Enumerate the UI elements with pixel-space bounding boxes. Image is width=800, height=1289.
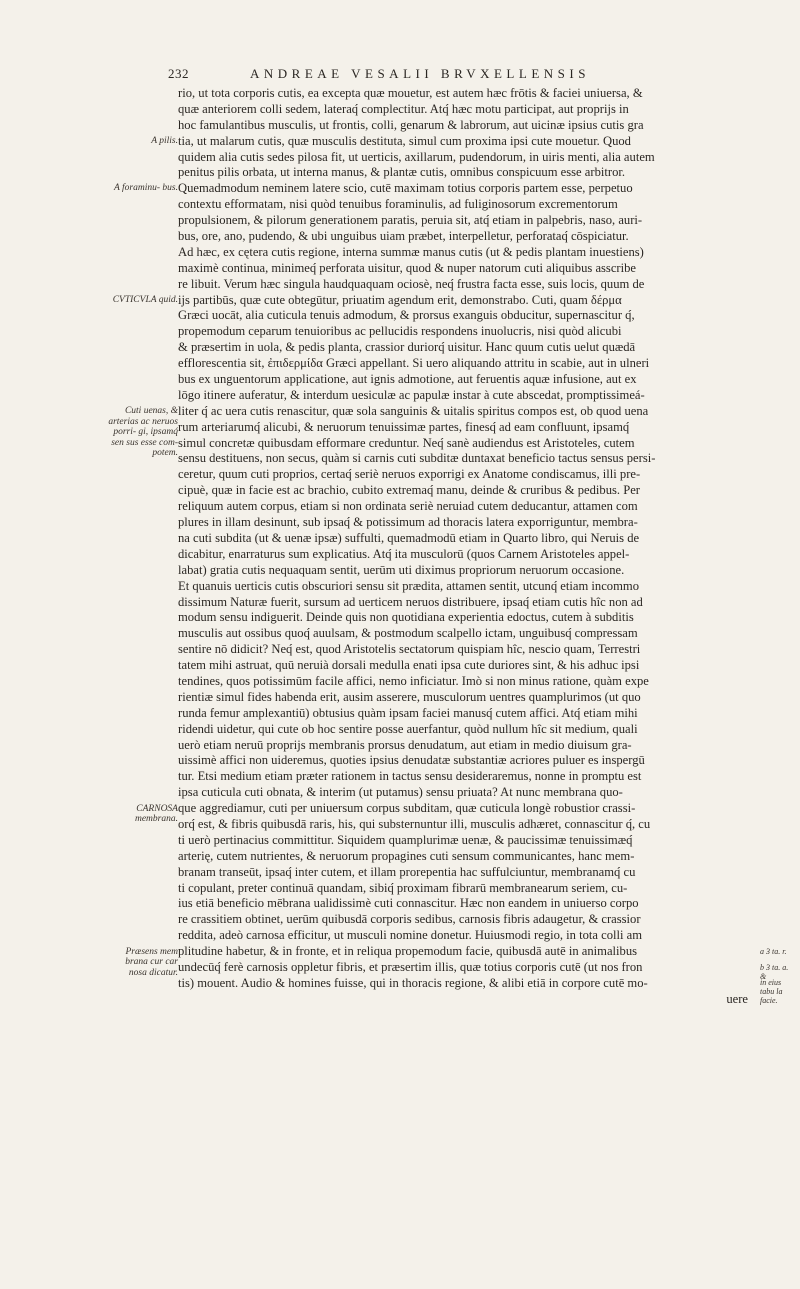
text-line: ijs partibūs, quæ cute obtegūtur, priuatim agendum erit, demonstrabo. Cuti, quam δέρμα — [178, 292, 622, 307]
text-line: reliquum autem corpus, etiam si non ordinata seriè neruiad cutem deducantur, attamen com — [178, 499, 638, 514]
text-line: sentire nō didicit? Neq́ est, quod Aristotelis sectatorum quispiam hîc, nescio quam, Terrestri — [178, 642, 641, 657]
page-header — [168, 66, 748, 86]
text-line: bus, ore, ano, pudendo, & ubi unguibus uiam præbet, interpelletur, perforataq́ cōspiciatur. — [178, 229, 629, 244]
text-line: tendines, quos potissimūm facile affici, nemo inficiatur. Imò si non minus ratione, quàm expe — [178, 673, 649, 688]
text-line: efflorescentia sit, ἐπιδερμίδα Græci appellant. Si uero aliquando attritu in scabie, aut in ulneri — [178, 356, 650, 371]
text-line: undecūq́ ferè carnosis oppletur fibris, et præsertim illis, quæ totius corporis cutē (ut nos fron — [178, 959, 643, 974]
margin-gloss: Cuti uenas, & arterias ac neruos porri- gi, ipsamq́ sen sus esse com- potem. — [108, 406, 178, 458]
text-line: ipsa cuticula cuti obnata, & interim (ut putamus) sensu priuata? At nunc membrana quo- — [178, 785, 623, 800]
text-line: tatem mihi astruat, quū neruià dorsali medulla enati ipsa cute duriores sint, & his adhuc ipsi — [178, 658, 640, 673]
text-line: penitus pilis orbata, ut interna manus, & plantæ cutis, omnibus conspicuum esse arbitror. — [178, 165, 626, 180]
text-line: Et quanuis uerticis cutis obscuriori sensu sit prædita, attamen sentit, utcunq́ etiam incommo — [178, 578, 639, 593]
text-line: propemodum ceparum tenuioribus ac pellucidis respondens inuolucris, nisi quòd alicubi — [178, 324, 622, 339]
text-line: Ad hæc, ex cętera cutis regione, interna summæ manus cutis (ut & pedis plantam inuestiens) — [178, 244, 644, 259]
text-line: bus ex unguentorum applicatione, aut ignis admotione, aut feruentis aquæ infusione, aut ex — [178, 372, 637, 387]
page-number: 232 — [168, 66, 189, 81]
text-line: cipuè, quæ in facie est ac brachio, cubito extremaq́ manu, deinde & cruribus & pedibus. Per — [178, 483, 640, 498]
text-line: runda femur amplexantiū) obtusius quàm ipsam faciei manusq́ cutem affici. Atq́ etiam mihi — [178, 705, 638, 720]
text-line: contextu efformatam, nisi quòd tenuibus foraminulis, ad fuliginosorum excrementorum — [178, 197, 618, 212]
margin-gloss: CVTICVLA quid. — [112, 294, 178, 305]
text-line: uissimè affici non uideremus, quoties ipsius denudatæ substantiæ acriores puluer es inspergū — [178, 753, 645, 768]
text-line: musculis aut ossibus quoq́ auulsam, & postmodum scalpello ictam, unguibusq́ compressam — [178, 626, 638, 641]
text-line: labat) gratia cutis nequaquam sentit, uerūm uti diximus propriorum neruorum occasione. — [178, 562, 625, 577]
margin-gloss: A foraminu- bus. — [114, 183, 178, 194]
text-line: tur. Etsi medium etiam præter rationem in tactus sensu desideraremus, nonne in promptu est — [178, 769, 642, 784]
right-margin-note: b 3 ta. a. & — [760, 962, 789, 981]
text-line: hoc famulantibus musculis, ut frontis, colli, genarum & labrorum, aut uicinæ ipsius cutis gra — [178, 117, 644, 132]
right-margin-note: in eius tabu la facie. — [760, 978, 783, 1006]
text-line: dicabitur, enarraturus sum explicatius. Atq́ ita musculorū (quos Carnem Aristoteles appel- — [178, 546, 630, 561]
text-line: branam transeūt, ipsaq́ inter cutem, et illam prorepentia hac suffulciuntur, membranamq́ cu — [178, 864, 636, 879]
margin-gloss: A pilis. — [151, 135, 178, 146]
margin-gloss: Præsens mem brana cur car nosa dicatur. — [125, 946, 178, 978]
text-line: re libuit. Verum hæc singula haudquaquam ociosè, neq́ frustra facta esse, suis locis, quum de — [178, 276, 645, 291]
main-text-column — [178, 86, 768, 1008]
text-line: que aggrediamur, cuti per uniuersum corpus subditam, quæ cuticula longè robustior crassi- — [178, 801, 636, 816]
text-line: & præsertim in uola, & pedis planta, crassior duriorq́ uisitur. Hanc quum cutis uelut quædā — [178, 340, 636, 355]
text-line: ti copulant, preter continuā quandam, sibiq́ proximam fibrarū membranearum seriem, cu- — [178, 880, 628, 895]
text-line: Græci uocāt, alia cuticula tenuis admodum, & prorsus exanguis obducitur, supernascitur q́, — [178, 308, 635, 323]
text-line: dissimum Naturæ fuerit, sursum ad uerticem neruos distribuere, ipsaq́ etiam cutis hîc non ad — [178, 594, 643, 609]
text-line: rum arteriarumq́ alicubi, & neruorum tenuissimæ partes, finesq́ ad eam confluunt, ipsamq́ — [178, 419, 630, 434]
text-line: plitudine habetur, & in fronte, et in reliqua propemodum facie, quibusdā autē in animalibus — [178, 944, 638, 959]
text-line: uere — [726, 991, 748, 1006]
text-line: maximè continua, minimeq́ perforata uisitur, quod & nuper natorum cuti aliquibus asscribe — [178, 260, 637, 275]
text-line: arterię, cutem nutrientes, & neruorum propagines cuti sensum communicantes, hanc mem- — [178, 848, 635, 863]
text-line: plures in illam desinunt, sub ipsaq́ & potissimum ad thoracis latera exporriguntur, membra- — [178, 515, 638, 530]
text-line: modum sensu indiguerit. Deinde quis non quotidiana experientia edoctus, cutem à subditis — [178, 610, 634, 625]
text-line: sensu destituens, non secus, quàm si carnis cuti subditæ duntaxat beneficio tactus sensus persi- — [178, 451, 656, 466]
text-line: ridendi uidetur, qui cute ob hoc sentire posse auerfantur, quòd nullum hîc sit medium, quali — [178, 721, 638, 736]
text-line: Quemadmodum neminem latere scio, cutē maximam totius corporis partem esse, perpetuo — [178, 181, 633, 196]
text-line: ti uerò pertinacius committitur. Siquidem quamplurimæ uenæ, & paucissimæ tenuissimæq́ — [178, 832, 633, 847]
text-line: lōgo itinere auferatur, & interdum uesiculæ ac papulæ instar à cute abscedat, promptissimeá- — [178, 387, 645, 402]
text-line: na cuti subdita (ut & uenæ ipsæ) suffulti, quemadmodū etiam in Quarto libro, qui Neruis de — [178, 530, 640, 545]
right-margin-note: a 3 ta. r. — [760, 946, 787, 956]
text-line: simul concretæ quibusdam efformare creduntur. Neq́ sanè audiendus est Aristoteles, cutem — [178, 435, 635, 450]
text-line: rientiæ simul fides habenda erit, ausim asserere, musculorum uentres quamplurimos (ut quo — [178, 689, 641, 704]
text-line: tis) mouent. Audio & homines fuisse, qui in thoracis regione, & alibi etiā in corpore cutē mo- — [178, 975, 648, 990]
text-line: tia, ut malarum cutis, quæ musculis destituta, simul cum proxima ipsi cute mouetur. Quod — [178, 133, 631, 148]
text-line: quæ anteriorem colli sedem, lateraq́ complectitur. Atq́ hæc motu participat, aut proprijs in — [178, 101, 629, 116]
text-line: rio, ut tota corporis cutis, ea excepta quæ mouetur, est autem hæc frōtis & faciei uniuersa, & — [178, 86, 643, 100]
text-line: liter q́ ac uera cutis renascitur, quæ sola sanguinis & uitalis spiritus compos est, ob quod uena — [178, 403, 649, 418]
margin-gloss: CARNOSA membrana. — [134, 803, 178, 824]
text-line: orq́ est, & fibris quibusdā raris, his, qui substernuntur illi, musculis adhæret, connascitur q́, cu — [178, 816, 651, 831]
text-line: re crassitiem obtinet, uerūm quibusdā corporis sedibus, carnosis fibris adaugetur, & crassior — [178, 912, 641, 927]
text-line: uerò etiam neruū proprijs membranis prorsus denudatum, aut etiam in medio diuisum gra- — [178, 737, 632, 752]
text-line: ius etiā beneficio mēbrana ualidissimè cuti connascitur. Hæc non eandem in uniuerso corpo — [178, 896, 639, 911]
text-line: quidem alia cutis sedes pilosa fit, ut uerticis, axillarum, pudendorum, in uiris menti, alia autem — [178, 149, 655, 164]
running-head: ANDREAE VESALII BRVXELLENSIS — [250, 66, 590, 81]
text-line: reddita, adeò carnosa efficitur, ut musculi nomine donetur. Huiusmodi regio, in tota colli am — [178, 928, 643, 943]
text-line: ceretur, quum cuti proprios, certaq́ seriè neruos exporrigi ex Anatome condiscamus, illi pre- — [178, 467, 641, 482]
text-line: propulsionem, & pilorum generationem paratis, peruia sit, atq́ etiam in palpebris, naso, auri- — [178, 213, 643, 228]
